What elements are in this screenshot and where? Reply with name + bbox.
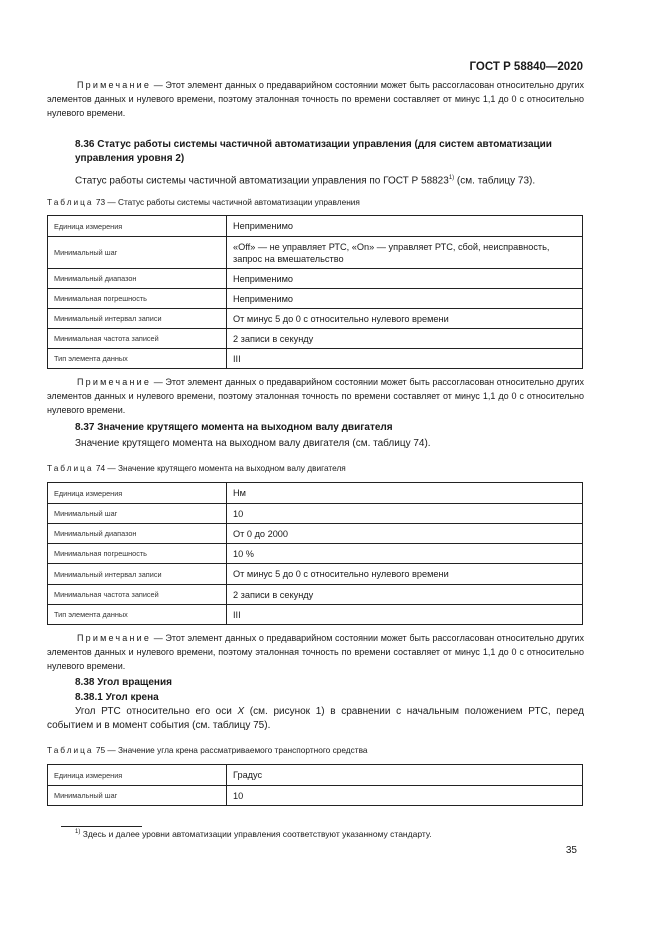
value-cell: От минус 5 до 0 с относительно нулевого времени <box>227 564 583 585</box>
table-row <box>48 765 583 786</box>
section-body-8-38-1 <box>47 705 584 733</box>
param-cell: Единица измерения <box>48 216 227 237</box>
table-row <box>48 289 583 309</box>
value-cell: III <box>227 605 583 625</box>
table-row <box>48 329 583 349</box>
table-row <box>48 483 583 504</box>
value-cell: «Off» — не управляет РТС, «On» — управляет РТС, сбой, неисправность, запрос на вмешательство <box>227 237 583 269</box>
table-row <box>48 585 583 605</box>
note-paragraph <box>47 631 584 673</box>
body-text: Угол РТС относительно его оси <box>75 706 238 717</box>
table-74 <box>47 482 583 625</box>
caption-text: 75 — Значение угла крена рассматриваемого транспортного средства <box>95 745 368 755</box>
value-cell: 2 записи в секунду <box>227 329 583 349</box>
note-label: Примечание <box>77 80 152 90</box>
table-row <box>48 309 583 329</box>
table-row <box>48 504 583 524</box>
param-cell: Минимальный диапазон <box>48 269 227 289</box>
table-row <box>48 544 583 564</box>
section-body-8-37 <box>47 437 584 451</box>
value-cell: Неприменимо <box>227 216 583 237</box>
param-cell: Минимальный шаг <box>48 504 227 524</box>
axis-label: X <box>237 706 245 717</box>
table-row <box>48 605 583 625</box>
table-row <box>48 269 583 289</box>
value-cell: Неприменимо <box>227 289 583 309</box>
value-cell: III <box>227 349 583 369</box>
value-cell: От 0 до 2000 <box>227 524 583 544</box>
value-cell: Неприменимо <box>227 269 583 289</box>
value-cell: 10 <box>227 504 583 524</box>
table-row <box>48 786 583 806</box>
param-cell: Минимальная погрешность <box>48 289 227 309</box>
subsection-heading-8-38-1: 8.38.1 Угол крена <box>75 692 159 703</box>
table-row <box>48 216 583 237</box>
param-cell: Минимальная погрешность <box>48 544 227 564</box>
param-cell: Минимальная частота записей <box>48 329 227 349</box>
value-cell: Нм <box>227 483 583 504</box>
param-cell: Минимальный интервал записи <box>48 309 227 329</box>
param-cell: Минимальный диапазон <box>48 524 227 544</box>
table-73 <box>47 215 583 369</box>
param-cell: Единица измерения <box>48 483 227 504</box>
footnote-ref: 1) <box>448 175 455 181</box>
section-body-8-36 <box>47 171 584 188</box>
note-paragraph <box>47 375 584 417</box>
footnote-text: Здесь и далее уровни автоматизации управления соответствуют указанному стандарту. <box>80 829 432 839</box>
body-text: (см. рисунок 1) в сравнении с начальным положением РТС, перед событием и в момент события (см. таблицу 75). <box>47 706 584 731</box>
page-number: 35 <box>565 845 577 856</box>
table-row <box>48 564 583 585</box>
note-text: — Этот элемент данных о предаварийном состоянии может быть рассогласован относительно других элементов данных и нулевого времени, поэтому эталонная точность по времени составляет от минус 1,1 до 0 с относительно нулевого времени. <box>47 633 584 671</box>
body-text: Статус работы системы частичной автоматизации управления по ГОСТ Р 58823 <box>75 175 449 187</box>
param-cell: Минимальный шаг <box>48 786 227 806</box>
document-header-id: ГОСТ Р 58840—2020 <box>469 61 583 73</box>
caption-text: 73 — Статус работы системы частичной автоматизации управления <box>95 197 360 207</box>
param-cell: Минимальный шаг <box>48 237 227 269</box>
table-75 <box>47 764 583 806</box>
param-cell: Тип элемента данных <box>48 605 227 625</box>
caption-label: Таблица <box>47 197 94 207</box>
param-cell: Минимальный интервал записи <box>48 564 227 585</box>
body-text: Значение крутящего момента на выходном валу двигателя (см. таблицу 74). <box>75 438 431 449</box>
value-cell: 2 записи в секунду <box>227 585 583 605</box>
table-row <box>48 349 583 369</box>
caption-label: Таблица <box>47 745 94 755</box>
footnote-mark: 1) <box>75 829 81 836</box>
value-cell: 10 % <box>227 544 583 564</box>
section-heading-8-37: 8.37 Значение крутящего момента на выходном валу двигателя <box>75 422 393 433</box>
table-row <box>48 237 583 269</box>
value-cell: Градус <box>227 765 583 786</box>
note-label: Примечание <box>77 377 152 387</box>
table-row <box>48 524 583 544</box>
note-label: Примечание <box>77 633 152 643</box>
param-cell: Минимальная частота записей <box>48 585 227 605</box>
param-cell: Единица измерения <box>48 765 227 786</box>
caption-label: Таблица <box>47 463 94 473</box>
param-cell: Тип элемента данных <box>48 349 227 369</box>
section-heading-8-36: 8.36 Статус работы системы частичной автоматизации управления (для систем автоматизации управления уровня 2) <box>75 139 552 164</box>
table-caption-75 <box>47 745 368 755</box>
footnote <box>75 829 432 839</box>
note-text: — Этот элемент данных о предаварийном состоянии может быть рассогласован относительно других элементов данных и нулевого времени, поэтому эталонная точность по времени составляет от минус 1,1 до 0 с относительно нулевого времени. <box>47 80 584 118</box>
body-text: (см. таблицу 73). <box>454 175 536 187</box>
section-heading-8-38: 8.38 Угол вращения <box>75 677 172 688</box>
value-cell: От минус 5 до 0 с относительно нулевого времени <box>227 309 583 329</box>
footnote-separator <box>61 826 142 827</box>
note-paragraph <box>47 78 584 120</box>
note-text: — Этот элемент данных о предаварийном состоянии может быть рассогласован относительно других элементов данных и нулевого времени, поэтому эталонная точность по времени составляет от минус 1,1 до 0 с относительно нулевого времени. <box>47 377 584 415</box>
table-caption-74 <box>47 463 346 473</box>
table-caption-73 <box>47 197 360 207</box>
value-cell: 10 <box>227 786 583 806</box>
caption-text: 74 — Значение крутящего момента на выходном валу двигателя <box>95 463 346 473</box>
